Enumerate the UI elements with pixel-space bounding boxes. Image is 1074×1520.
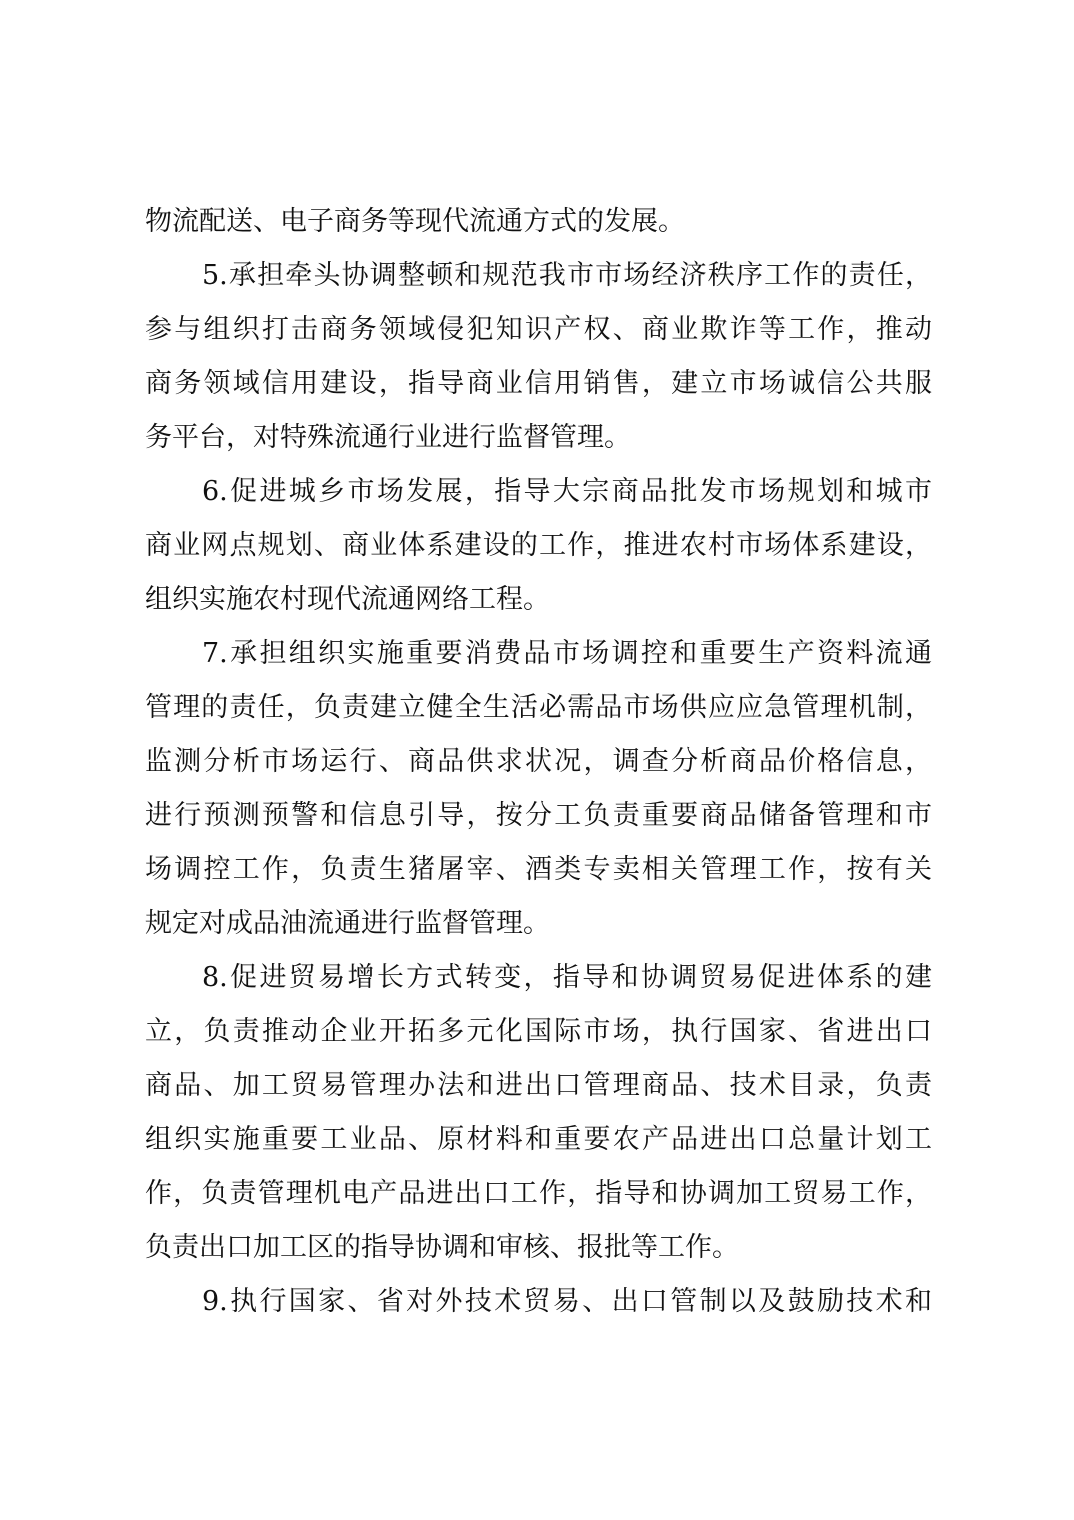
text-line: 商业网点规划、商业体系建设的工作，推进农村市场体系建设， xyxy=(145,530,932,561)
text-line: 商务领域信用建设，指导商业信用销售，建立市场诚信公共服 xyxy=(145,368,932,399)
text-line: 进行预测预警和信息引导，按分工负责重要商品储备管理和市 xyxy=(145,800,932,831)
text-line: 立，负责推动企业开拓多元化国际市场，执行国家、省进出口 xyxy=(145,1016,932,1047)
text-line: 务平台，对特殊流通行业进行监督管理。 xyxy=(145,422,631,453)
text-line: 场调控工作，负责生猪屠宰、酒类专卖相关管理工作，按有关 xyxy=(145,854,932,885)
text-line: 监测分析市场运行、商品供求状况，调查分析商品价格信息， xyxy=(145,746,932,777)
text-line: 管理的责任，负责建立健全生活必需品市场供应应急管理机制， xyxy=(145,692,932,723)
text-line: 8.促进贸易增长方式转变，指导和协调贸易促进体系的建 xyxy=(202,962,932,993)
text-line: 9.执行国家、省对外技术贸易、出口管制以及鼓励技术和 xyxy=(202,1286,932,1317)
text-line: 物流配送、电子商务等现代流通方式的发展。 xyxy=(145,206,685,237)
text-line: 规定对成品油流通进行监督管理。 xyxy=(145,908,550,939)
document-body xyxy=(145,195,932,1329)
text-line: 6.促进城乡市场发展，指导大宗商品批发市场规划和城市 xyxy=(202,476,932,507)
text-line: 7.承担组织实施重要消费品市场调控和重要生产资料流通 xyxy=(202,638,932,669)
text-line: 商品、加工贸易管理办法和进出口管理商品、技术目录，负责 xyxy=(145,1070,932,1101)
text-line: 组织实施重要工业品、原材料和重要农产品进出口总量计划工 xyxy=(145,1124,932,1155)
text-line: 5.承担牵头协调整顿和规范我市市场经济秩序工作的责任， xyxy=(202,260,932,291)
text-line: 参与组织打击商务领域侵犯知识产权、商业欺诈等工作，推动 xyxy=(145,314,932,345)
text-line: 作，负责管理机电产品进出口工作，指导和协调加工贸易工作， xyxy=(145,1178,932,1209)
text-line: 组织实施农村现代流通网络工程。 xyxy=(145,584,550,615)
text-line: 负责出口加工区的指导协调和审核、报批等工作。 xyxy=(145,1232,739,1263)
